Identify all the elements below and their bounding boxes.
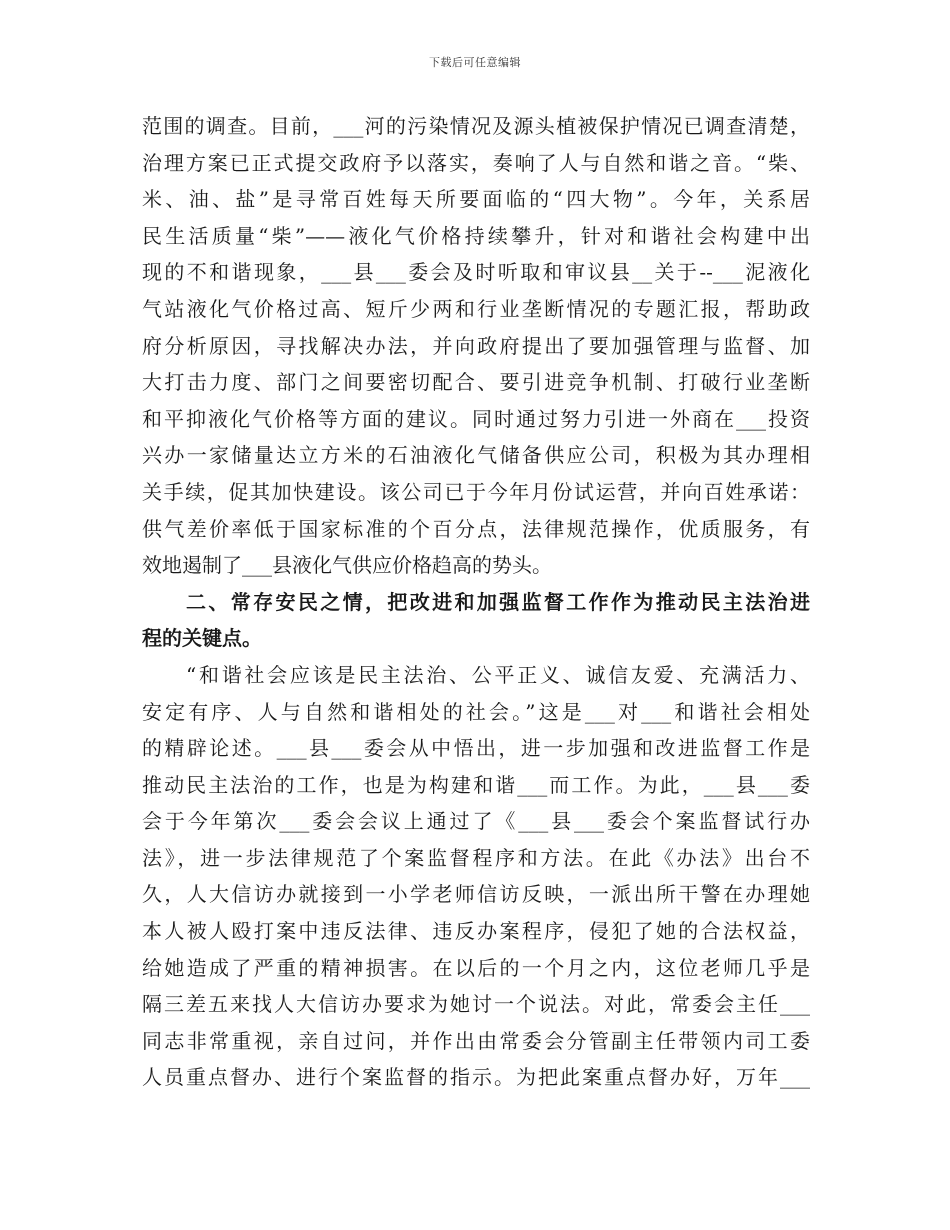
- paragraph-line: 给她造成了严重的精神损害。在以后的一个月之内，这位老师几乎是: [142, 955, 810, 980]
- paragraph-line: 推动民主法治的工作，也是为构建和谐___而工作。为此，___县___委: [142, 772, 810, 797]
- paragraph-line: 范围的调查。目前，___河的污染情况及源头植被保护情况已调查清楚，: [142, 114, 810, 138]
- paragraph-line: 本人被人殴打案中违反法律、违反办案程序，侵犯了她的合法权益，: [142, 919, 810, 944]
- page-header: 下载后可任意编辑: [429, 56, 521, 69]
- paragraph-line: 和平抑液化气价格等方面的建议。同时通过努力引进一外商在___投资: [142, 406, 810, 431]
- section-heading-line: 程的关键点。: [142, 626, 262, 651]
- paragraph-line: 久，人大信访办就接到一小学老师信访反映，一派出所干警在办理她: [142, 882, 810, 907]
- paragraph-line: 大打击力度、部门之间要密切配合、要引进竞争机制、打破行业垄断: [142, 370, 810, 395]
- paragraph-line: 治理方案已正式提交政府予以落实，奏响了人与自然和谐之音。“柴、: [142, 150, 810, 175]
- paragraph-line: 供气差价率低于国家标准的个百分点，法律规范操作，优质服务，有: [142, 516, 810, 541]
- paragraph-line: 安定有序、人与自然和谐相处的社会。”这是___对___和谐社会相处: [142, 699, 810, 724]
- paragraph-line: 的精辟论述。___县___委会从中悟出，进一步加强和改进监督工作是: [142, 736, 810, 761]
- paragraph-line: 同志非常重视，亲自过问，并作出由常委会分管副主任带领内司工委: [142, 1028, 810, 1053]
- paragraph-line: 气站液化气价格过高、短斤少两和行业垄断情况的专题汇报，帮助政: [142, 296, 810, 321]
- paragraph-line: 隔三差五来找人大信访办要求为她讨一个说法。对此，常委会主任___: [142, 992, 810, 1017]
- paragraph-line: 会于今年第次___委会会议上通过了《___县___委会个案监督试行办: [142, 809, 810, 834]
- paragraph-line: 人员重点督办、进行个案监督的指示。为把此案重点督办好，万年___: [142, 1065, 810, 1090]
- paragraph-line: 法》，进一步法律规范了个案监督程序和方法。在此《办法》出台不: [142, 845, 810, 870]
- paragraph-line: 关手续，促其加快建设。该公司已于今年月份试运营，并向百姓承诺：: [142, 479, 810, 504]
- paragraph-line: 现的不和谐现象，___县___委会及时听取和审议县__关于--___泥液化: [142, 260, 810, 285]
- paragraph-line: 兴办一家储量达立方米的石油液化气储备供应公司，积极为其办理相: [142, 443, 810, 468]
- document-body: [142, 108, 810, 1096]
- paragraph-line: “和谐社会应该是民主法治、公平正义、诚信友爱、充满活力、: [186, 662, 810, 687]
- paragraph-line: 米、油、盐”是寻常百姓每天所要面临的“四大物”。今年，关系居: [142, 187, 810, 212]
- paragraph-line: 效地遏制了___县液化气供应价格趋高的势头。: [142, 553, 552, 578]
- paragraph-line: 民生活质量“柴”——液化气价格持续攀升，针对和谐社会构建中出: [142, 223, 810, 248]
- paragraph-line: 府分析原因，寻找解决办法，并向政府提出了要加强管理与监督、加: [142, 333, 810, 358]
- section-heading-line: 二、常存安民之情，把改进和加强监督工作作为推动民主法治进: [186, 589, 810, 614]
